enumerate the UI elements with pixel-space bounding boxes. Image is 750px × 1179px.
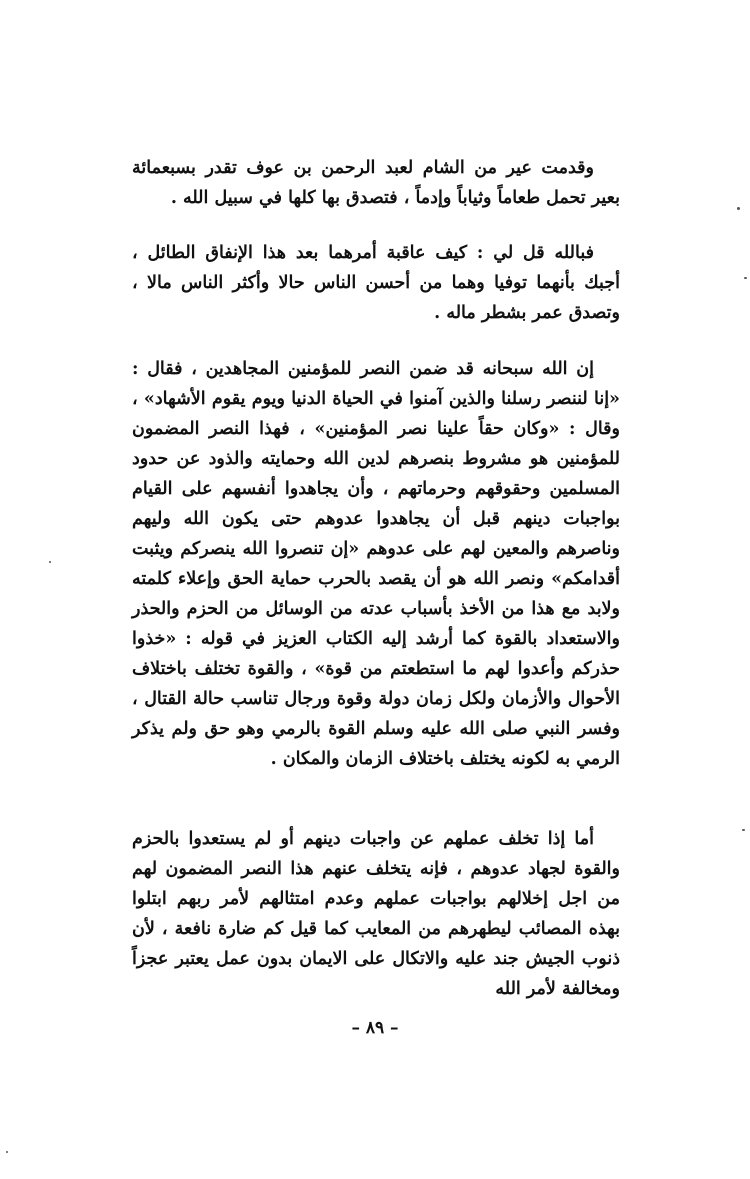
paragraph-outcome-question bbox=[132, 238, 620, 328]
paragraph-text: وقدمت عير من الشام لعبد الرحمن بن عوف تقدر بسبعمائة بعير تحمل طعاماً وثياباً وإدماً ، فتصدق بها كلها في سبيل الله . bbox=[132, 158, 620, 208]
page-number: – ٨٩ – bbox=[351, 1018, 399, 1038]
scan-speck bbox=[49, 561, 51, 563]
paragraph-text: أما إذا تخلف عملهم عن واجبات دينهم أو لم يستعدوا بالحزم والقوة لجهاد عدوهم ، فإنه يتخلف عنهم هذا النصر المضمون لهم من اجل إخلالهم بواجبات عملهم وعدم امتثالهم لأمر ربهم ابتلوا بهذه المصائب ليطهرهم من المعايب كما قيل كم ضارة نافعة ، لأن ذنوب الجيش جند عليه والاتكال على الايمان بدون عمل يعتبر عجزاً ومخالفة لأمر الله bbox=[132, 829, 620, 999]
paragraph-promised-victory bbox=[132, 354, 620, 774]
paragraph-text: فبالله قل لي : كيف عاقبة أمرهما بعد هذا الإنفاق الطائل ، أجبك بأنهما توفيا وهما من أحسن الناس حالا وأكثر الناس مالا ، وتصدق عمر بشطر ماله . bbox=[132, 243, 620, 323]
paragraph-caravan-charity bbox=[132, 153, 620, 213]
scan-speck bbox=[6, 1151, 8, 1153]
scan-speck bbox=[737, 207, 740, 210]
paragraph-withheld-victory bbox=[132, 824, 620, 1004]
scan-speck bbox=[744, 277, 747, 279]
scan-speck bbox=[742, 829, 745, 831]
paragraph-text: إن الله سبحانه قد ضمن النصر للمؤمنين المجاهدين ، فقال : «إنا لننصر رسلنا والذين آمنوا في الحياة الدنيا ويوم يقوم الأشهاد» ، وقال : «وكان حقاً علينا نصر المؤمنين» ، فهذا النصر المضمون للمؤمنين هو مشروط بنصرهم لدين الله وحمايته والذود عن حدود المسلمين وحقوقهم وحرماتهم ، وأن يجاهدوا أنفسهم على القيام بواجبات دينهم قبل أن يجاهدوا عدوهم حتى يكون الله وليهم وناصرهم والمعين لهم على عدوهم «إن تنصروا الله ينصركم ويثبت أقدامكم» ونصر الله هو أن يقصد بالحرب حماية الحق وإعلاء كلمته ولابد مع هذا من الأخذ بأسباب عدته من الوسائل من الحزم والحذر والاستعداد بالقوة كما أرشد إليه الكتاب العزيز في قوله : «خذوا حذركم وأعدوا لهم ما استطعتم من قوة» ، والقوة تختلف باختلاف الأحوال والأزمان ولكل زمان دولة وقوة ورجال تناسب حالة القتال ، وفسر النبي صلى الله عليه وسلم القوة بالرمي وهو حق ولم يذكر الرمي به لكونه يختلف باختلاف الزمان والمكان . bbox=[132, 359, 620, 769]
